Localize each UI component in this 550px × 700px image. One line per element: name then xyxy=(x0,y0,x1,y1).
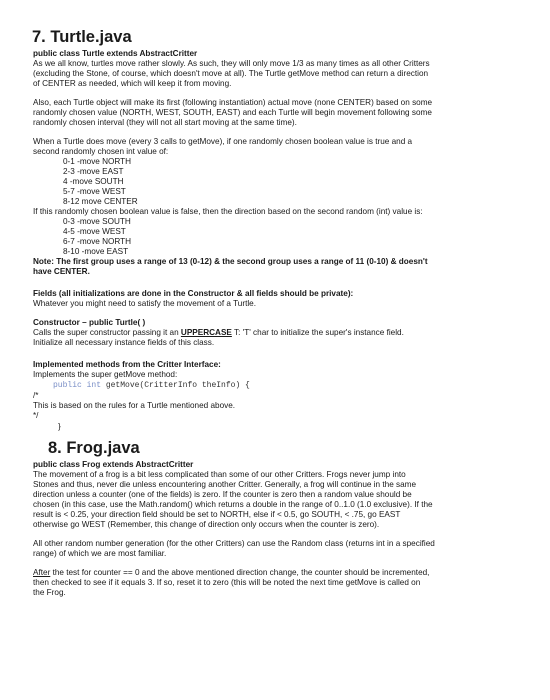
turtle-para2-line: randomly chosen value (NORTH, WEST, SOUTH, EAST) and each Turtle will begin movement following some xyxy=(33,108,432,117)
ctor-text-pre: Calls the super constructor passing it an xyxy=(33,328,181,337)
turtle-true-list-item: 2-3 -move EAST xyxy=(63,167,124,176)
comment-open: /* xyxy=(33,391,39,400)
code-signature-rest: getMove(CritterInfo theInfo) { xyxy=(101,381,250,390)
ctor-text-post: T: 'T' char to initialize the super's instance field. xyxy=(231,328,404,337)
turtle-constructor-line2: Initialize all necessary instance fields of this class. xyxy=(33,338,215,347)
frog-para3-line: then checked to see if it equals 3. If so, reset it to zero (this will be noted the next time getMove is called on xyxy=(33,578,421,587)
turtle-para3-line: When a Turtle does move (every 3 calls to getMove), if one randomly chosen boolean value is true and a xyxy=(33,137,413,146)
comment-text: This is based on the rules for a Turtle mentioned above. xyxy=(33,401,236,410)
turtle-para3-line: second randomly chosen int value of: xyxy=(33,147,169,156)
turtle-true-list-item: 0-1 -move NORTH xyxy=(63,157,132,166)
turtle-false-list-item: 8-10 -move EAST xyxy=(63,247,129,256)
turtle-true-list-item: 8-12 move CENTER xyxy=(63,197,138,206)
turtle-fields-title: Fields (all initializations are done in the Constructor & all fields should be private): xyxy=(33,289,354,298)
frog-para1-line: otherwise go WEST (Remember, this change of direction only occurs when the counter is zero). xyxy=(33,520,380,529)
after-underlined: After xyxy=(33,568,51,577)
comment-close: */ xyxy=(33,411,39,420)
code-keyword-public: public xyxy=(53,381,82,390)
turtle-false-list-item: 6-7 -move NORTH xyxy=(63,237,132,246)
frog-para3-line xyxy=(33,568,528,578)
turtle-note-line: Note: The first group uses a range of 13 (0-12) & the second group uses a range of 11 (0-10) & doesn't xyxy=(33,257,428,266)
code-keyword-int: int xyxy=(86,381,102,390)
frog-para1-line: direction unless a counter (one of the fields) is zero. If the counter is zero then a random value should be xyxy=(33,490,412,499)
closing-brace: } xyxy=(58,422,61,431)
turtle-false-list-item: 4-5 -move WEST xyxy=(63,227,126,236)
turtle-implemented-title: Implemented methods from the Critter Interface: xyxy=(33,360,221,369)
turtle-fields-text: Whatever you might need to satisfy the movement of a Turtle. xyxy=(33,299,256,308)
turtle-note-line: have CENTER. xyxy=(33,267,90,276)
turtle-intro-line: (excluding the Stone, of course, which doesn't move at all). The Turtle getMove method can return a direction xyxy=(33,69,429,78)
turtle-implemented-text: Implements the super getMove method: xyxy=(33,370,178,379)
frog-para1-line: result is < 0.25, your direction field should be set to NORTH, else if < 0.5, go SOUTH, < .75, go EAST xyxy=(33,510,401,519)
frog-class-declaration: public class Frog extends AbstractCritter xyxy=(33,460,194,469)
turtle-heading: 7. Turtle.java xyxy=(32,28,132,46)
frog-para1-line: chosen (in this case, use the Math.random() which returns a double in the range of 0..1.0 (1.0 exclusive). If the xyxy=(33,500,433,509)
code-signature xyxy=(33,380,528,391)
turtle-true-list-item: 4 -move SOUTH xyxy=(63,177,124,186)
ctor-uppercase-emphasis: UPPERCASE xyxy=(180,328,232,337)
turtle-true-list-item: 5-7 -move WEST xyxy=(63,187,126,196)
turtle-intro-line: As we all know, turtles move rather slowly. As such, they will only move 1/3 as many times as all other Critters xyxy=(33,59,430,68)
turtle-constructor-line xyxy=(33,328,528,338)
frog-para2-line: All other random number generation (for the other Critters) can use the Random class (returns int in a specified xyxy=(33,539,435,548)
turtle-false-list-item: 0-3 -move SOUTH xyxy=(63,217,131,226)
frog-para2-line: range) of which we are most familiar. xyxy=(33,549,167,558)
turtle-para2-line: Also, each Turtle object will make its first (following instantiation) actual move (none CENTER) based on some xyxy=(33,98,433,107)
turtle-constructor-title: Constructor – public Turtle( ) xyxy=(33,318,146,327)
turtle-class-declaration: public class Turtle extends AbstractCritter xyxy=(33,49,198,58)
turtle-false-intro: If this randomly chosen boolean value is false, then the direction based on the second random (int) value is: xyxy=(33,207,423,216)
frog-para3-line: the Frog. xyxy=(33,588,66,597)
frog-heading: 8. Frog.java xyxy=(48,439,140,457)
frog-para1-line: The movement of a frog is a bit less complicated than some of our other Critters. Frogs never jump into xyxy=(33,470,406,479)
turtle-intro-line: of CENTER as needed, which will keep it from moving. xyxy=(33,79,232,88)
frog-para1-line: Stones and thus, never die unless encountering another Critter. Generally, a frog will continue in the same xyxy=(33,480,417,489)
frog-para3-line1-rest: the test for counter == 0 and the above mentioned direction change, the counter should be incremented, xyxy=(50,568,430,577)
turtle-para2-line: randomly chosen interval (they will not all start moving at the same time). xyxy=(33,118,297,127)
